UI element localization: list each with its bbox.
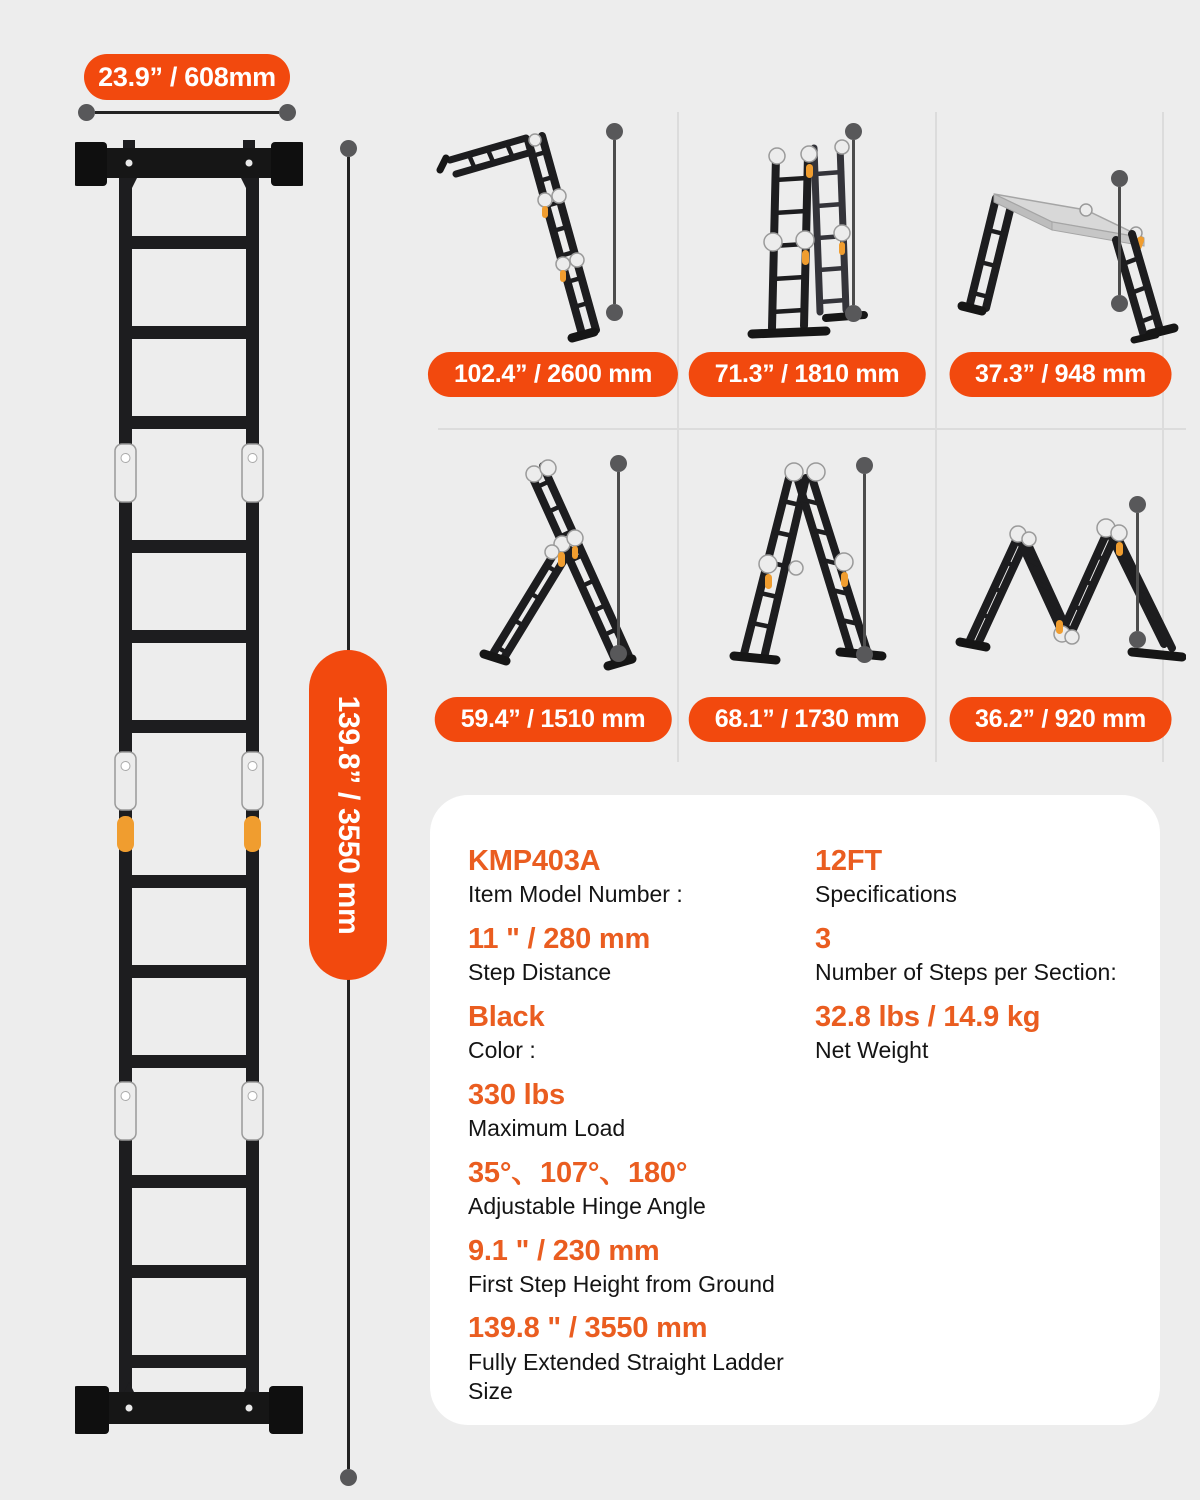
config-dimension-line (856, 457, 873, 663)
spec-steps-per-section (815, 923, 1145, 988)
width-dimension-line (78, 104, 296, 121)
spec-value: KMP403A (468, 845, 601, 877)
spec-label: Net Weight (815, 1037, 929, 1064)
spec-value: 3 (815, 922, 831, 955)
config-size-badge: 102.4” / 2600 mm (428, 352, 678, 397)
dimension-dot (1129, 631, 1146, 648)
dimension-line (613, 140, 616, 304)
extension-leaning-illustration (436, 116, 626, 351)
config-cell-a-frame-stepladder (678, 430, 936, 760)
config-cell-stairway-stepladder (430, 430, 676, 760)
dimension-dot (610, 455, 627, 472)
spec-column-right (815, 845, 1145, 1079)
scaffold-platform-illustration (936, 116, 1186, 351)
spec-value: 11 " / 280 mm (468, 922, 651, 955)
config-cell-extension-leaning (430, 110, 676, 428)
dimension-line (1118, 187, 1121, 295)
spec-value: 12FT (815, 845, 882, 877)
dimension-line (95, 111, 279, 114)
dimension-line (617, 472, 620, 645)
config-dimension-line (845, 123, 862, 322)
config-size-badge: 68.1” / 1730 mm (689, 697, 926, 742)
config-dimension-line (610, 455, 627, 662)
spec-value: 35°、107°、180° (468, 1156, 688, 1189)
dimension-dot (845, 123, 862, 140)
spec-label: Maximum Load (468, 1115, 626, 1142)
spec-label: Color : (468, 1037, 536, 1064)
spec-label: Item Model Number : (468, 881, 683, 908)
spec-specifications (815, 845, 1145, 910)
height-dimension-badge: 139.8” / 3550 mm (309, 650, 387, 980)
spec-label: Number of Steps per Section: (815, 959, 1117, 986)
spec-value: Black (468, 1000, 545, 1033)
spec-fully-extended-size (468, 1312, 798, 1406)
dimension-dot (606, 123, 623, 140)
dimension-dot (1111, 170, 1128, 187)
spec-value: 9.1 " / 230 mm (468, 1234, 660, 1267)
dimension-dot (279, 104, 296, 121)
config-size-badge: 71.3” / 1810 mm (689, 352, 926, 397)
spec-hinge-angle (468, 1157, 798, 1222)
spec-label: First Step Height from Ground (468, 1271, 775, 1297)
dimension-line (1136, 513, 1139, 631)
spec-label: Fully Extended Straight Ladder Size (468, 1348, 784, 1405)
spec-color (468, 1001, 798, 1066)
spec-maximum-load (468, 1079, 798, 1144)
spec-step-distance (468, 923, 798, 988)
dimension-dot (856, 646, 873, 663)
config-dimension-line (606, 123, 623, 321)
dimension-line (852, 140, 855, 305)
straight-ladder-illustration (75, 140, 303, 1462)
spec-column-left (468, 845, 798, 1420)
spec-label: Step Distance (468, 959, 612, 986)
dimension-dot (845, 305, 862, 322)
folded-storage-illustration (936, 444, 1186, 684)
spec-value: 139.8 " / 3550 mm (468, 1312, 708, 1345)
dimension-dot (1129, 496, 1146, 513)
dimension-line (863, 474, 866, 646)
dimension-dot (606, 304, 623, 321)
config-size-badge: 37.3” / 948 mm (949, 352, 1172, 397)
spec-value: 32.8 lbs / 14.9 kg (815, 1000, 1041, 1033)
config-cell-scaffold-platform (936, 110, 1185, 428)
specifications-card (430, 795, 1160, 1425)
width-dimension-badge: 23.9” / 608mm (84, 54, 290, 100)
config-dimension-line (1129, 496, 1146, 648)
spec-item-model-number (468, 845, 798, 910)
dimension-dot (610, 645, 627, 662)
spec-first-step-height (468, 1235, 798, 1300)
dimension-dot (340, 1469, 357, 1486)
spec-value: 330 lbs (468, 1078, 565, 1111)
spec-net-weight (815, 1001, 1145, 1066)
config-size-badge: 59.4” / 1510 mm (435, 697, 672, 742)
config-size-badge: 36.2” / 920 mm (949, 697, 1172, 742)
config-dimension-line (1111, 170, 1128, 312)
dimension-dot (1111, 295, 1128, 312)
dimension-dot (856, 457, 873, 474)
spec-label: Specifications (815, 881, 957, 908)
dimension-dot (78, 104, 95, 121)
spec-label: Adjustable Hinge Angle (468, 1193, 706, 1220)
config-cell-folded-storage (936, 430, 1185, 760)
config-cell-twin-extension-upright (678, 110, 936, 428)
stairway-stepladder-illustration (438, 440, 638, 680)
dimension-dot (340, 140, 357, 157)
